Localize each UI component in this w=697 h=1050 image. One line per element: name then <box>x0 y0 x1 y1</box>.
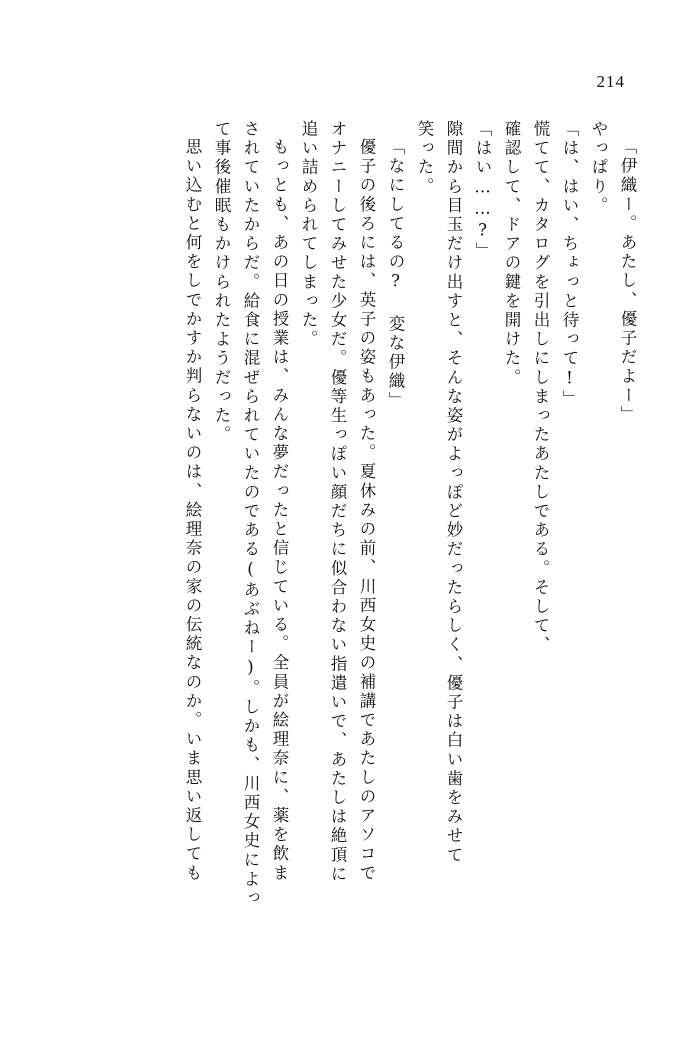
text-line: 「伊織ー。あたし、優子だよー」 <box>618 138 637 425</box>
text-line: やっぱり。 <box>589 120 608 216</box>
text-line: 「は、はい、ちょっと待って!」 <box>560 120 579 409</box>
text-line: もっとも、あの日の授業は、みんな夢だったと信じている。全員が絵理奈に、薬を飲ま <box>270 138 289 883</box>
text-line: 笑った。 <box>415 120 434 197</box>
page-number: 214 <box>596 72 625 91</box>
text-line: 優子の後ろには、英子の姿もあった。夏休みの前、川西女史の補講であたしのアソコで <box>357 138 376 883</box>
text-line: 確認して、ドアの鍵を開けた。 <box>502 120 521 388</box>
text-line: されていたからだ。給食に混ぜられていたのである(あぶねー)。しかも、川西女史によっ <box>241 120 260 909</box>
text-line: 隙間から目玉だけ出すと、そんな姿がよっぽど妙だったらしく、優子は白い歯をみせて <box>444 120 463 865</box>
body-text-block <box>62 120 635 1010</box>
text-line: て事後催眠もかけられたようだった。 <box>212 120 231 445</box>
text-line: オナニーしてみせた少女だ。優等生っぽい顔だちに似合わない指遣いで、あたしは絶頂に <box>328 120 347 884</box>
text-line: 思い込むと何をしでかすか判らないのは、絵理奈の家の伝統なのか。いま思い返しても <box>183 138 202 883</box>
text-line: 「なにしてるの? 変な伊織」 <box>386 138 405 411</box>
text-line: 追い詰められてしまった。 <box>299 120 318 350</box>
text-line: 慌てて、カタログを引出しにしまったあたしである。そして、 <box>531 120 550 655</box>
text-line: 「はい……?」 <box>473 120 492 262</box>
